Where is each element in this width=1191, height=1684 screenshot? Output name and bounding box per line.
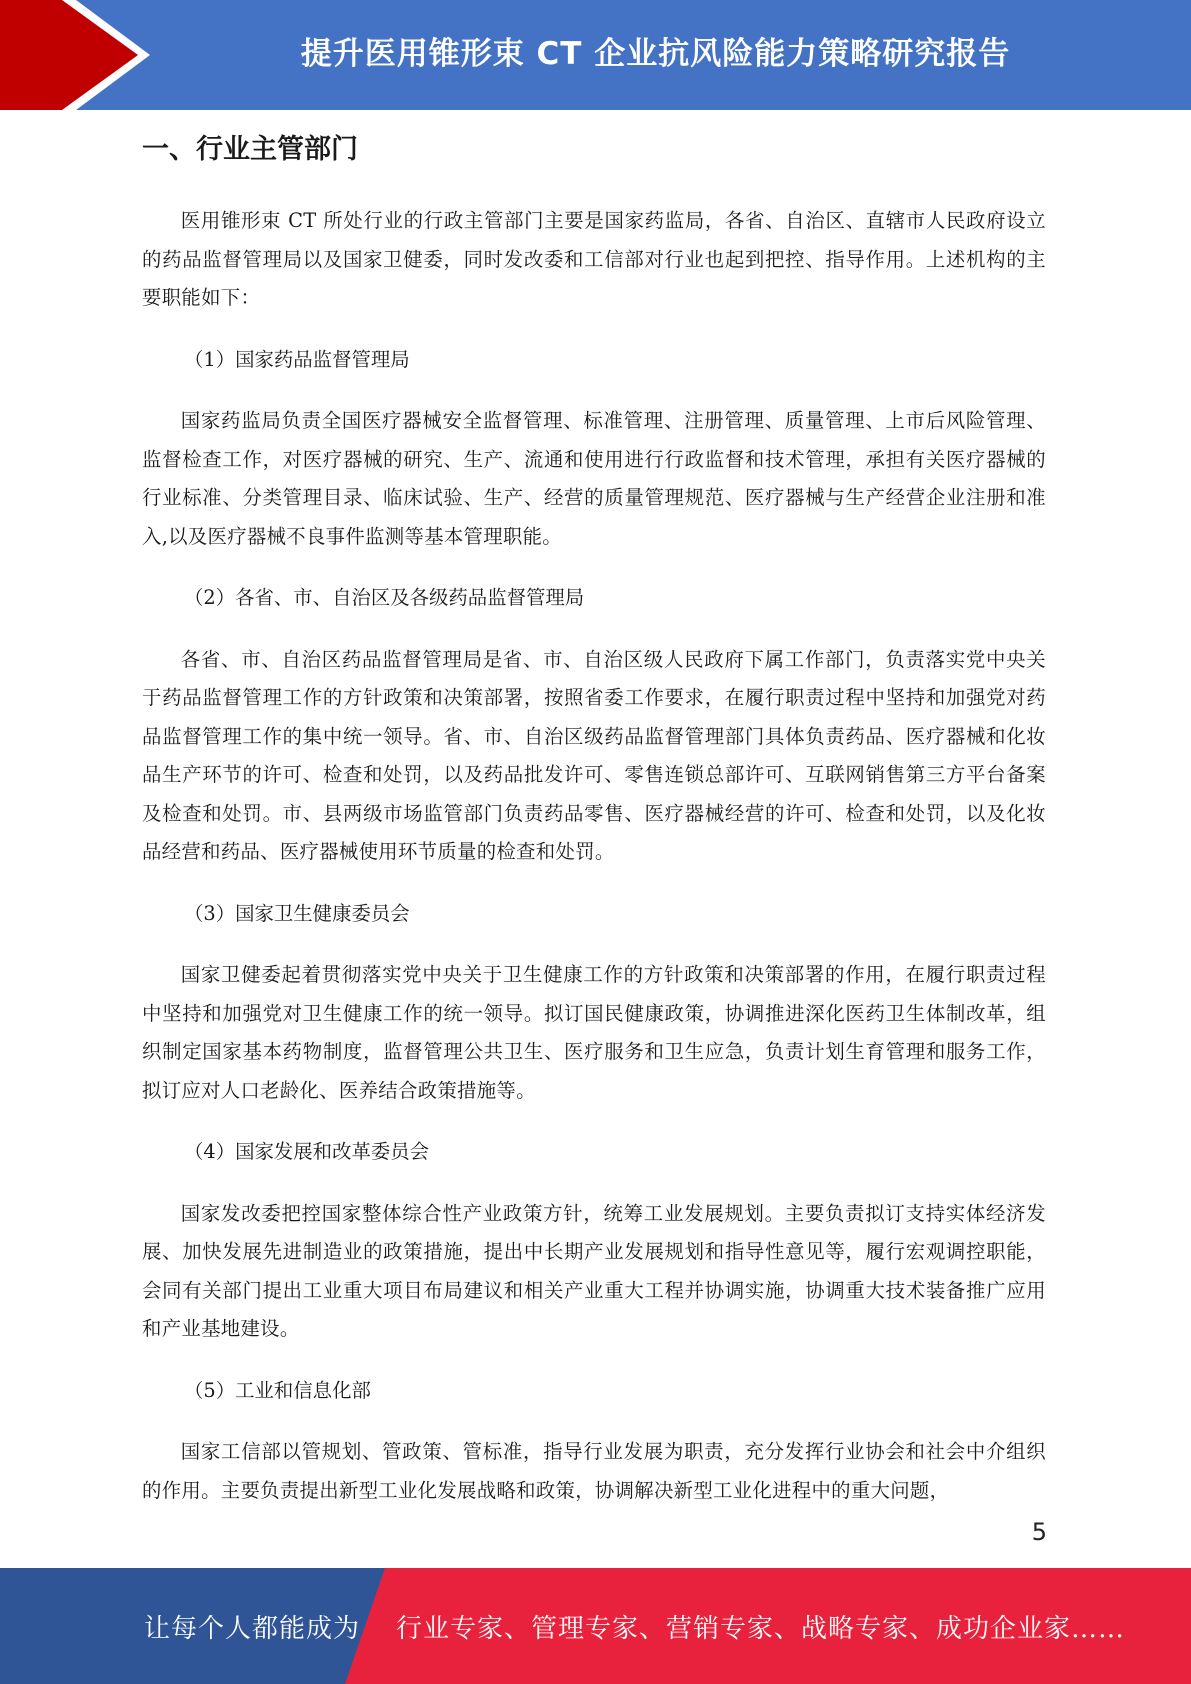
subsection-paragraph-5: 国家工信部以管规划、管政策、管标准，指导行业发展为职责，充分发挥行业协会和社会中介组织的作用。主要负责提出新型工业化发展战略和政策，协调解决新型工业化进程中的重大问题， xyxy=(142,1440,1046,1502)
footer-slogan-right: 行业专家、管理专家、营销专家、战略专家、成功企业家…… xyxy=(396,1613,1126,1644)
section-title: 一、行业主管部门 xyxy=(142,134,358,165)
report-title: 提升医用锥形束 CT 企业抗风险能力策略研究报告 xyxy=(300,35,1011,72)
subsection-heading-3: （3）国家卫生健康委员会 xyxy=(184,901,410,925)
subsection-heading-5: （5）工业和信息化部 xyxy=(184,1378,371,1402)
main-content xyxy=(142,128,1046,1533)
intro-paragraph: 医用锥形束 CT 所处行业的行政主管部门主要是国家药监局，各省、自治区、直辖市人民政府设立的药品监督管理局以及国家卫健委，同时发改委和工信部对行业也起到把控、指导作用。上述机构的主要职能如下： xyxy=(142,209,1046,309)
subsection-heading-4: （4）国家发展和改革委员会 xyxy=(184,1140,430,1163)
page-footer xyxy=(0,1568,1191,1684)
chevron-decoration-icon xyxy=(0,0,160,110)
subsection-paragraph-4: 国家发改委把控国家整体综合性产业政策方针，统筹工业发展规划。主要负责拟订支持实体经济发展、加快发展先进制造业的政策措施，提出中长期产业发展规划和指导性意见等，履行宏观调控职能，会同有关部门提出工业重大项目布局建议和相关产业重大工程并协调实施，协调重大技术装备推广应用和产业基地建设。 xyxy=(142,1201,1046,1340)
page-number: 5 xyxy=(1031,1518,1047,1546)
subsection-heading-1: （1）国家药品监督管理局 xyxy=(184,347,410,371)
subsection-paragraph-3: 国家卫健委起着贯彻落实党中央关于卫生健康工作的方针政策和决策部署的作用，在履行职责过程中坚持和加强党对卫生健康工作的统一领导。拟订国民健康政策，协调推进深化医药卫生体制改革，组织制定国家基本药物制度，监督管理公共卫生、医疗服务和卫生应急，负责计划生育管理和服务工作，拟订应对人口老龄化、医养结合政策措施等。 xyxy=(142,963,1046,1102)
page-header xyxy=(0,0,1191,110)
subsection-heading-2: （2）各省、市、自治区及各级药品监督管理局 xyxy=(184,586,585,609)
subsection-paragraph-1: 国家药监局负责全国医疗器械安全监督管理、标准管理、注册管理、质量管理、上市后风险管理、监督检查工作，对医疗器械的研究、生产、流通和使用进行行政监督和技术管理，承担有关医疗器械的行业标准、分类管理目录、临床试验、生产、经营的质量管理规范、医疗器械与生产经营企业注册和准入,以及医疗器械不良事件监测等基本管理职能。 xyxy=(142,409,1046,548)
subsection-paragraph-2: 各省、市、自治区药品监督管理局是省、市、自治区级人民政府下属工作部门，负责落实党中央关于药品监督管理工作的方针政策和决策部署，按照省委工作要求，在履行职责过程中坚持和加强党对药品监督管理工作的集中统一领导。省、市、自治区级药品监督管理部门具体负责药品、医疗器械和化妆品生产环节的许可、检查和处罚，以及药品批发许可、零售连锁总部许可、互联网销售第三方平台备案及检查和处罚。市、县两级市场监管部门负责药品零售、医疗器械经营的许可、检查和处罚，以及化妆品经营和药品、医疗器械使用环节质量的检查和处罚。 xyxy=(142,647,1046,863)
footer-slogan-left: 让每个人都能成为 xyxy=(144,1613,361,1644)
